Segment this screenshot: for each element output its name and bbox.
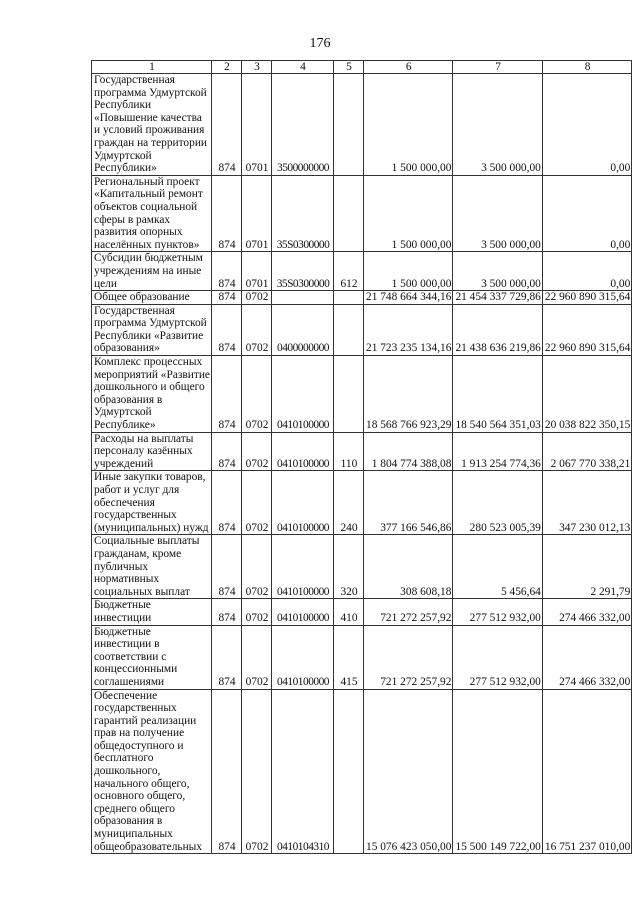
item-name-line: социальных выплат: [94, 585, 190, 598]
item-name-line: Расходы на выплаты: [94, 432, 194, 445]
amount-year2-cell: 277 512 932,00: [453, 625, 542, 689]
ministry-code-cell: 874: [212, 304, 242, 355]
col-header-2: 2: [212, 61, 242, 74]
amount-year2-cell: 1 913 254 774,36: [453, 432, 542, 471]
target-article-cell: 0410100000: [272, 471, 334, 535]
amount-year1-cell: 1 804 774 388,08: [364, 432, 453, 471]
section-code-cell: 0702: [242, 689, 272, 854]
col-header-7: 7: [453, 61, 542, 74]
amount-year2-cell: 21 438 636 219,86: [453, 304, 542, 355]
item-name-line: Республики: [94, 99, 152, 112]
item-name-cell: [92, 432, 212, 471]
table-row: [92, 471, 632, 535]
item-name-cell: [92, 471, 212, 535]
item-name-line: образования»: [94, 342, 160, 355]
item-name-line: персоналу казённых: [94, 445, 193, 458]
amount-year1-cell: 377 166 546,86: [364, 471, 453, 535]
ministry-code-cell: 874: [212, 535, 242, 599]
item-name-cell: [92, 291, 212, 305]
item-name-line: образования в: [94, 815, 163, 828]
page-number: 176: [309, 36, 331, 51]
amount-year3-cell: 22 960 890 315,64: [542, 304, 631, 355]
amount-year3-cell: 2 067 770 338,21: [542, 432, 631, 471]
target-article-cell: 3500000000: [272, 74, 334, 176]
item-name-line: объектов социальной: [94, 200, 198, 213]
table-row: [92, 291, 632, 305]
target-article-cell: 0410100000: [272, 356, 334, 433]
item-name-line: государственных: [94, 702, 177, 715]
ministry-code-cell: 874: [212, 599, 242, 625]
col-header-1: 1: [92, 61, 212, 74]
ministry-code-cell: 874: [212, 252, 242, 291]
amount-year2-cell: 21 454 337 729,86: [453, 291, 542, 305]
item-name-line: Удмуртской: [94, 406, 152, 419]
item-name-line: сферы в рамках: [94, 213, 171, 226]
item-name-line: Бюджетные: [94, 599, 151, 612]
item-name-line: Региональный проект: [94, 175, 200, 188]
section-code-cell: 0702: [242, 599, 272, 625]
item-name-line: основного общего,: [94, 790, 186, 803]
ministry-code-cell: 874: [212, 625, 242, 689]
item-name-line: Социальные выплаты: [94, 535, 200, 548]
section-code-cell: 0701: [242, 74, 272, 176]
item-name-line: бесплатного: [94, 752, 154, 765]
item-name-line: Обеспечение: [94, 689, 158, 702]
item-name-line: Республики «Развитие: [94, 329, 204, 342]
item-name-line: общедоступного и: [94, 739, 184, 752]
amount-year1-cell: 1 500 000,00: [364, 175, 453, 252]
ministry-code-cell: 874: [212, 175, 242, 252]
amount-year2-cell: 3 500 000,00: [453, 252, 542, 291]
amount-year3-cell: 2 291,79: [542, 535, 631, 599]
table-row: [92, 432, 632, 471]
item-name-line: образования в: [94, 393, 163, 406]
col-header-3: 3: [242, 61, 272, 74]
table-row: [92, 175, 632, 252]
table-row: [92, 689, 632, 854]
table-row: [92, 252, 632, 291]
section-code-cell: 0702: [242, 625, 272, 689]
amount-year2-cell: 3 500 000,00: [453, 74, 542, 176]
item-name-line: дошкольного и общего: [94, 381, 205, 394]
table-row: [92, 74, 632, 176]
item-name-cell: [92, 74, 212, 176]
item-name-line: и условий проживания: [94, 124, 205, 137]
item-name-line: программа Удмуртской: [94, 317, 207, 330]
amount-year2-cell: 277 512 932,00: [453, 599, 542, 625]
amount-year3-cell: 0,00: [542, 74, 631, 176]
section-code-cell: 0702: [242, 356, 272, 433]
ministry-code-cell: 874: [212, 689, 242, 854]
amount-year2-cell: 3 500 000,00: [453, 175, 542, 252]
budget-table: [91, 60, 632, 854]
amount-year1-cell: 1 500 000,00: [364, 252, 453, 291]
target-article-cell: 35S0300000: [272, 175, 334, 252]
amount-year1-cell: 21 723 235 134,16: [364, 304, 453, 355]
expense-type-cell: [334, 74, 364, 176]
amount-year1-cell: 15 076 423 050,00: [364, 689, 453, 854]
expense-type-cell: [334, 356, 364, 433]
expense-type-cell: 240: [334, 471, 364, 535]
target-article-cell: [272, 291, 334, 305]
amount-year1-cell: 1 500 000,00: [364, 74, 453, 176]
expense-type-cell: 320: [334, 535, 364, 599]
item-name-line: соглашениями: [94, 675, 165, 688]
amount-year3-cell: 0,00: [542, 175, 631, 252]
col-header-6: 6: [364, 61, 453, 74]
item-name-line: инвестиции: [94, 611, 152, 624]
section-code-cell: 0702: [242, 471, 272, 535]
item-name-cell: [92, 252, 212, 291]
table-body: [92, 74, 632, 854]
item-name-line: мероприятий «Развитие: [94, 368, 210, 381]
item-name-line: обеспечения: [94, 496, 155, 509]
section-code-cell: 0701: [242, 175, 272, 252]
amount-year3-cell: 0,00: [542, 252, 631, 291]
item-name-line: программа Удмуртской: [94, 86, 207, 99]
expense-type-cell: [334, 175, 364, 252]
amount-year3-cell: 347 230 012,13: [542, 471, 631, 535]
expense-type-cell: [334, 304, 364, 355]
target-article-cell: 0410100000: [272, 625, 334, 689]
item-name-line: нормативных: [94, 573, 160, 586]
amount-year2-cell: 15 500 149 722,00: [453, 689, 542, 854]
item-name-line: учреждений: [94, 457, 154, 470]
amount-year3-cell: 16 751 237 010,00: [542, 689, 631, 854]
section-code-cell: 0701: [242, 252, 272, 291]
item-name-line: Иные закупки товаров,: [94, 471, 206, 484]
target-article-cell: 0410100000: [272, 535, 334, 599]
amount-year1-cell: 308 608,18: [364, 535, 453, 599]
item-name-line: населённых пунктов»: [94, 238, 200, 251]
item-name-line: Общее образование: [94, 291, 190, 304]
section-code-cell: 0702: [242, 432, 272, 471]
item-name-line: гарантий реализации: [94, 714, 197, 727]
item-name-line: муниципальных: [94, 828, 173, 841]
section-code-cell: 0702: [242, 304, 272, 355]
item-name-line: концессионными: [94, 663, 178, 676]
item-name-line: публичных: [94, 560, 149, 573]
amount-year3-cell: 274 466 332,00: [542, 625, 631, 689]
expense-type-cell: 415: [334, 625, 364, 689]
expense-type-cell: [334, 291, 364, 305]
target-article-cell: 0410100000: [272, 432, 334, 471]
item-name-line: Субсидии бюджетным: [94, 252, 203, 265]
amount-year1-cell: 18 568 766 923,29: [364, 356, 453, 433]
item-name-line: (муниципальных) нужд: [94, 521, 209, 534]
item-name-cell: [92, 599, 212, 625]
item-name-cell: [92, 535, 212, 599]
target-article-cell: 35S0300000: [272, 252, 334, 291]
item-name-line: «Повышение качества: [94, 111, 202, 124]
item-name-line: соответствии с: [94, 650, 167, 663]
item-name-cell: [92, 689, 212, 854]
item-name-cell: [92, 304, 212, 355]
amount-year1-cell: 21 748 664 344,16: [364, 291, 453, 305]
col-header-8: 8: [542, 61, 631, 74]
item-name-line: прав на получение: [94, 727, 185, 740]
item-name-cell: [92, 625, 212, 689]
col-header-5: 5: [334, 61, 364, 74]
expense-type-cell: [334, 689, 364, 854]
item-name-line: общеобразовательных: [94, 840, 203, 853]
item-name-line: граждан на территории: [94, 136, 208, 149]
item-name-line: Бюджетные: [94, 625, 151, 638]
ministry-code-cell: 874: [212, 74, 242, 176]
amount-year2-cell: 280 523 005,39: [453, 471, 542, 535]
item-name-line: «Капитальный ремонт: [94, 188, 203, 201]
item-name-line: начального общего,: [94, 777, 190, 790]
expense-type-cell: 410: [334, 599, 364, 625]
expense-type-cell: 110: [334, 432, 364, 471]
table-row: [92, 535, 632, 599]
item-name-line: Комплекс процессных: [94, 356, 203, 369]
item-name-line: Республике»: [94, 419, 156, 432]
item-name-line: Государственная: [94, 304, 175, 317]
table-row: [92, 625, 632, 689]
section-code-cell: 0702: [242, 535, 272, 599]
item-name-cell: [92, 356, 212, 433]
item-name-line: Республики»: [94, 162, 157, 175]
item-name-line: Государственная: [94, 74, 175, 86]
expense-type-cell: 612: [334, 252, 364, 291]
ministry-code-cell: 874: [212, 432, 242, 471]
target-article-cell: 0410100000: [272, 599, 334, 625]
amount-year3-cell: 22 960 890 315,64: [542, 291, 631, 305]
item-name-line: развития опорных: [94, 226, 183, 239]
section-code-cell: 0702: [242, 291, 272, 305]
item-name-line: учреждениям на иные: [94, 264, 202, 277]
amount-year2-cell: 18 540 564 351,03: [453, 356, 542, 433]
amount-year1-cell: 721 272 257,92: [364, 625, 453, 689]
ministry-code-cell: 874: [212, 291, 242, 305]
target-article-cell: 0400000000: [272, 304, 334, 355]
amount-year1-cell: 721 272 257,92: [364, 599, 453, 625]
ministry-code-cell: 874: [212, 356, 242, 433]
item-name-cell: [92, 175, 212, 252]
amount-year2-cell: 5 456,64: [453, 535, 542, 599]
table-row: [92, 599, 632, 625]
item-name-line: дошкольного,: [94, 765, 161, 778]
table-row: [92, 356, 632, 433]
item-name-line: цели: [94, 277, 117, 290]
ministry-code-cell: 874: [212, 471, 242, 535]
column-number-header-row: [92, 61, 632, 74]
table-row: [92, 304, 632, 355]
item-name-line: работ и услуг для: [94, 484, 180, 496]
item-name-line: государственных: [94, 509, 177, 522]
target-article-cell: 0410104310: [272, 689, 334, 854]
item-name-line: инвестиции в: [94, 638, 160, 651]
item-name-line: Удмуртской: [94, 149, 152, 162]
amount-year3-cell: 20 038 822 350,15: [542, 356, 631, 433]
item-name-line: гражданам, кроме: [94, 547, 182, 560]
item-name-line: среднего общего: [94, 802, 175, 815]
col-header-4: 4: [272, 61, 334, 74]
amount-year3-cell: 274 466 332,00: [542, 599, 631, 625]
